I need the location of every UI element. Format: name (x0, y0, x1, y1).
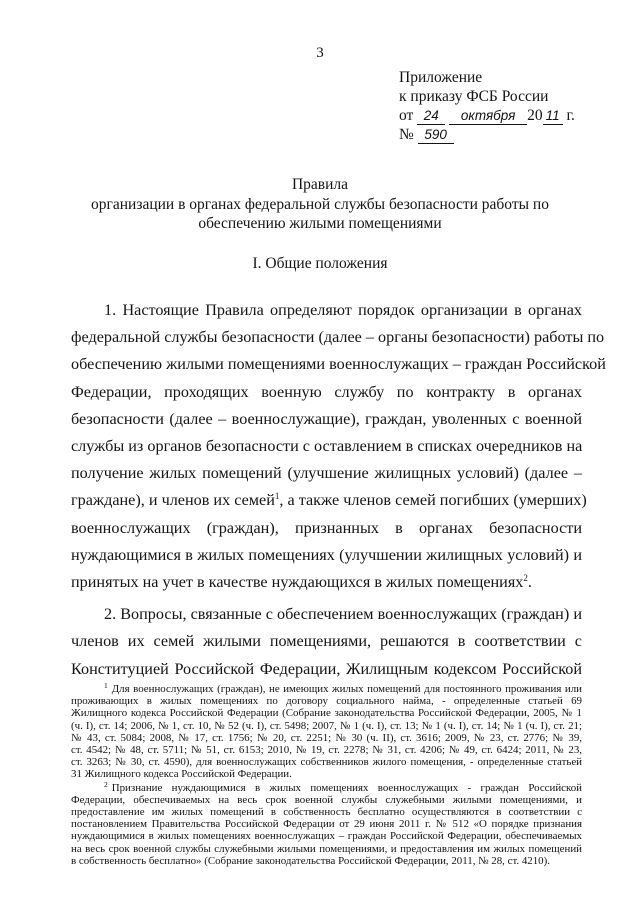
footnote-line: (ч. I), ст. 14; 2006, № 1, ст. 10, № 52 (ч. I), ст. 5498; 2007, № 1 (ч. I), ст. 13; № 1 (ч. I), ст. 14; № 1 (ч. I), ст. 21; (71, 719, 582, 732)
annex-year-prefix: 20 (527, 107, 543, 124)
footnote-line (71, 779, 582, 794)
text-line: службы из органов безопасности с оставлением в списках очередников на (71, 437, 583, 456)
text-line: Конституцией Российской Федерации, Жилищным кодексом Российской (71, 659, 582, 678)
footnote-2 (71, 779, 582, 867)
annex-number-line (399, 125, 575, 144)
text-fragment: Признание нуждающимися в жилых помещениях военнослужащих - граждан Российской (111, 781, 582, 794)
text-line: 1. Настоящие Правила определяют порядок организации в органах (104, 301, 582, 319)
text-fragment: граждане), и членов их семей (71, 491, 275, 510)
text-fragment: , а также членов семей погибших (умерших) (279, 491, 587, 510)
text-line (71, 487, 587, 514)
footnote-line: проживающих в жилых помещениях по договору социального найма, - определенные статьей 69 (71, 695, 582, 708)
document-title-line: организации в органах федеральной службы безопасности работы по (91, 195, 549, 213)
footnote-line: ст. 3263; № 30, ст. 4590), для военнослужащих собственников жилого помещения, - определенные статьей (71, 756, 582, 769)
text-line: 2. Вопросы, связанные с обеспечением военнослужащих (граждан) и (104, 605, 582, 624)
page-number: 3 (316, 45, 324, 61)
annex-block (399, 68, 575, 144)
footnote-ref-2[interactable]: 2 (523, 573, 528, 584)
annex-date-line (399, 106, 575, 125)
paragraph-1 (71, 297, 606, 596)
footnote-line: Жилищного кодекса Российской Федерации (Собрание законодательства Российской Федерации, 2005, № 1 (71, 707, 582, 720)
footnote-line: в собственность бесплатно» (Собрание законодательства Российской Федерации, 2011, № 28, ст. 4210). (71, 854, 550, 867)
text-line: федеральной службы безопасности (далее – органы безопасности) работы по (71, 328, 605, 347)
document-title-line: Правила (291, 176, 349, 193)
text-fragment: Для военнослужащих (граждан), не имеющих жилых помещений для постоянного проживания или (111, 683, 582, 695)
footnote-line: нуждающимися в жилых помещениях военнослужащих – граждан Российской Федерации, обеспечиваемых (71, 830, 582, 843)
paragraph-2 (71, 601, 582, 683)
text-line: Федерации, проходящих военную службу по контракту в органах (71, 382, 582, 401)
footnote-line: Федерации, обеспечиваемых на весь срок военной службы служебными жилыми помещениями, и (71, 793, 582, 806)
text-line (71, 569, 582, 596)
body-text (71, 297, 606, 688)
document-title (0, 175, 640, 234)
text-fragment: принятых на учет в качестве нуждающихся в жилых помещениях (71, 573, 524, 592)
text-line: военнослужащих (граждан), признанных в органах безопасности (71, 518, 582, 537)
text-line: обеспечению жилыми помещениями военнослужащих – граждан Российской (71, 355, 606, 374)
annex-year-suffix: г. (566, 107, 575, 124)
text-fragment: . (527, 573, 532, 592)
text-line: безопасности (далее – военнослужащие), граждан, уволенных с военной (71, 409, 582, 428)
text-line: членов их семей жилыми помещениями, решаются в соответствии с (71, 632, 582, 651)
annex-month: октября (449, 108, 527, 125)
annex-order: к приказу ФСБ России (399, 88, 549, 105)
footnote-line: ст. 4542; № 48, ст. 5711; № 51, ст. 6153; 2010, № 19, ст. 2278; № 31, ст. 4206; № 49, ст. 6424; 2011, № 23, (71, 744, 582, 757)
section-heading: I. Общие положения (252, 255, 388, 272)
annex-number-label: № (399, 126, 414, 143)
footnote-line: предоставление им жилых помещений в собственность бесплатно осуществляются в соответствии с (71, 806, 582, 819)
footnote-line: № 43, ст. 5084; 2008, № 17, ст. 1756; № 20, ст. 2251; № 30 (ч. II), ст. 3616; 2009, № 23, ст. 2776; № 39, (71, 731, 582, 744)
footnote-line: на весь срок военной службы служебными жилыми помещениями, и предоставления им жилых помещений (71, 842, 582, 855)
annex-number: 590 (418, 127, 454, 144)
footnote-mark: 1 (104, 681, 108, 690)
footnote-line (71, 683, 582, 695)
footnote-mark: 2 (104, 779, 108, 789)
annex-day: 24 (417, 108, 445, 125)
document-title-line: обеспечению жилыми помещениями (198, 215, 442, 232)
text-line: нуждающимися в жилых помещениях (улучшении жилищных условий) и (71, 545, 582, 564)
text-line: получение жилых помещений (улучшение жилищных условий) (далее – (71, 464, 582, 483)
annex-title: Приложение (399, 69, 483, 86)
annex-year: 11 (543, 108, 563, 125)
footnotes (71, 683, 582, 868)
footnote-ref-1[interactable]: 1 (274, 491, 280, 502)
footnote-line: 31 Жилищного кодекса Российской Федерации. (71, 768, 292, 781)
footnote-1 (71, 683, 582, 781)
footnote-line: постановлением Правительства Российской Федерации от 29 июня 2011 г. № 512 «О порядке признания (71, 818, 582, 831)
annex-date-prefix: от (399, 107, 414, 124)
